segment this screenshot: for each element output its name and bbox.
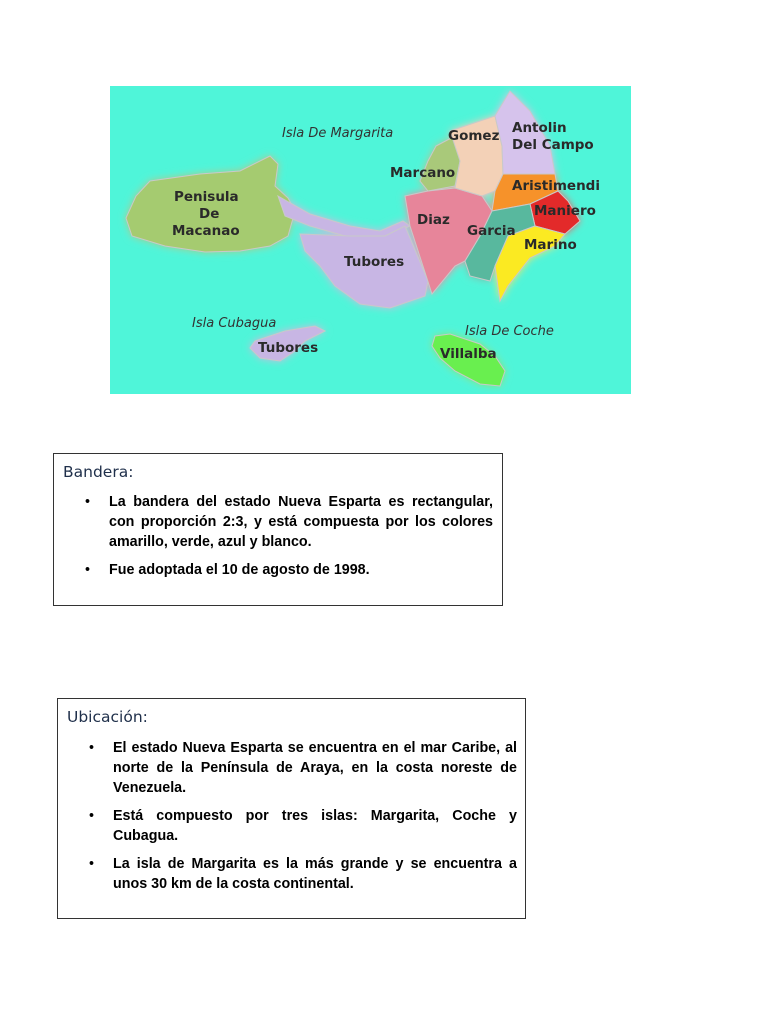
label-gomez: Gomez (448, 128, 500, 144)
list-item (88, 738, 517, 798)
nueva-esparta-map (110, 86, 631, 394)
bullet-text: La bandera del estado Nueva Esparta es rectangular, con proporción 2:3, y está compuesta por los colores amarillo, verde, azul y blanco. (109, 494, 493, 550)
bullet-text: El estado Nueva Esparta se encuentra en el mar Caribe, al norte de la Península de Araya, en la costa noreste de Venezuela. (113, 740, 517, 796)
ubicacion-title: Ubicación: (67, 708, 148, 726)
label-isla-cubagua: Isla Cubagua (192, 316, 277, 331)
label-villalba: Villalba (440, 346, 497, 362)
list-item (84, 560, 493, 580)
label-garcia: Garcia (467, 223, 516, 239)
label-marino: Marino (524, 237, 577, 253)
bullet-text: Fue adoptada el 10 de agosto de 1998. (109, 562, 370, 578)
label-tubores: Tubores (344, 254, 405, 270)
label-aristimendi: Aristimendi (512, 178, 600, 194)
bullet-icon: • (85, 494, 91, 510)
label-antolin-2: Del Campo (512, 137, 594, 153)
label-tubores-cubagua: Tubores (258, 340, 319, 356)
list-item (88, 806, 517, 846)
bullet-icon: • (85, 562, 91, 578)
label-peninsula-1: Penisula (174, 189, 239, 205)
label-peninsula-3: Macanao (172, 223, 240, 239)
ubicacion-section (57, 698, 526, 919)
label-antolin-1: Antolin (512, 120, 567, 136)
label-isla-margarita: Isla De Margarita (282, 126, 394, 141)
region-isthmus (278, 196, 410, 238)
ubicacion-list (88, 738, 517, 902)
bullet-icon: • (89, 856, 95, 872)
label-marcano: Marcano (390, 165, 456, 181)
bullet-icon: • (89, 740, 95, 756)
label-peninsula-2: De (199, 206, 220, 222)
label-isla-coche: Isla De Coche (465, 324, 554, 339)
bandera-title: Bandera: (63, 463, 134, 481)
label-maniero: Maniero (534, 203, 596, 219)
bullet-text: La isla de Margarita es la más grande y se encuentra a unos 30 km de la costa continental. (113, 856, 517, 892)
bullet-text: Está compuesto por tres islas: Margarita, Coche y Cubagua. (113, 808, 517, 844)
label-diaz: Diaz (417, 212, 450, 228)
bandera-section (53, 453, 503, 606)
list-item (84, 492, 493, 552)
bandera-list (84, 492, 493, 588)
map-svg (110, 86, 631, 394)
bullet-icon: • (89, 808, 95, 824)
list-item (88, 854, 517, 894)
